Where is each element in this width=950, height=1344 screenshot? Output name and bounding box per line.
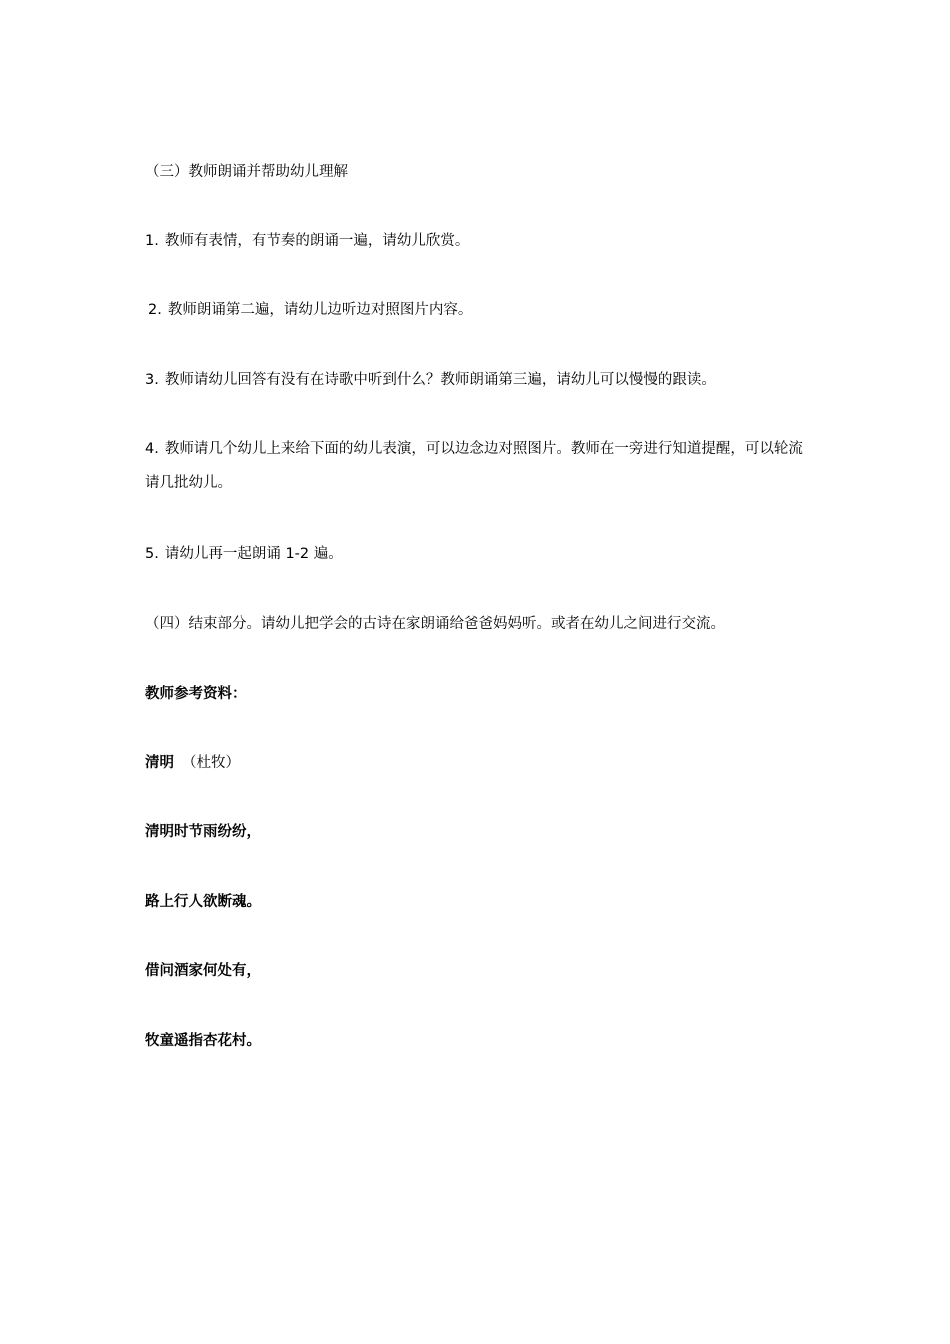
list-item-text: 教师请几个幼儿上来给下面的幼儿表演，可以边念边对照图片。教师在一旁进行知道提醒，可以轮流请几批幼儿。 <box>145 441 803 491</box>
poem-line: 牧童遥指杏花村。 <box>145 1033 261 1049</box>
list-item-number: 1. <box>145 233 159 249</box>
reference-heading: 教师参考资料： <box>145 686 247 702</box>
poem-title-line <box>145 753 825 773</box>
poem-line: 路上行人欲断魂。 <box>145 894 261 910</box>
poem-line: 清明时节雨纷纷， <box>145 824 261 840</box>
list-item <box>145 432 815 500</box>
list-item <box>148 300 828 320</box>
poem-author: （杜牧） <box>182 755 240 771</box>
section-3-heading: （三）教师朗诵并帮助幼儿理解 <box>145 164 348 180</box>
list-item-number: 4. <box>145 441 159 457</box>
section-4-text: （四）结束部分。请幼儿把学会的古诗在家朗诵给爸爸妈妈听。或者在幼儿之间进行交流。 <box>145 616 725 632</box>
list-item-text: 请幼儿再一起朗诵 1-2 遍。 <box>164 546 343 562</box>
list-item <box>145 231 825 251</box>
list-item-number: 3. <box>145 372 159 388</box>
poem-line: 借问酒家何处有， <box>145 963 261 979</box>
poem-title: 清明 <box>145 755 174 771</box>
list-item-text: 教师朗诵第二遍，请幼儿边听边对照图片内容。 <box>167 302 473 318</box>
list-item-number: 5. <box>145 546 159 562</box>
list-item-text: 教师有表情，有节奏的朗诵一遍，请幼儿欣赏。 <box>164 233 470 249</box>
list-item-number: 2. <box>148 302 162 318</box>
list-item-text: 教师请幼儿回答有没有在诗歌中听到什么？教师朗诵第三遍，请幼儿可以慢慢的跟读。 <box>164 372 716 388</box>
list-item <box>145 544 825 564</box>
list-item <box>145 370 825 390</box>
